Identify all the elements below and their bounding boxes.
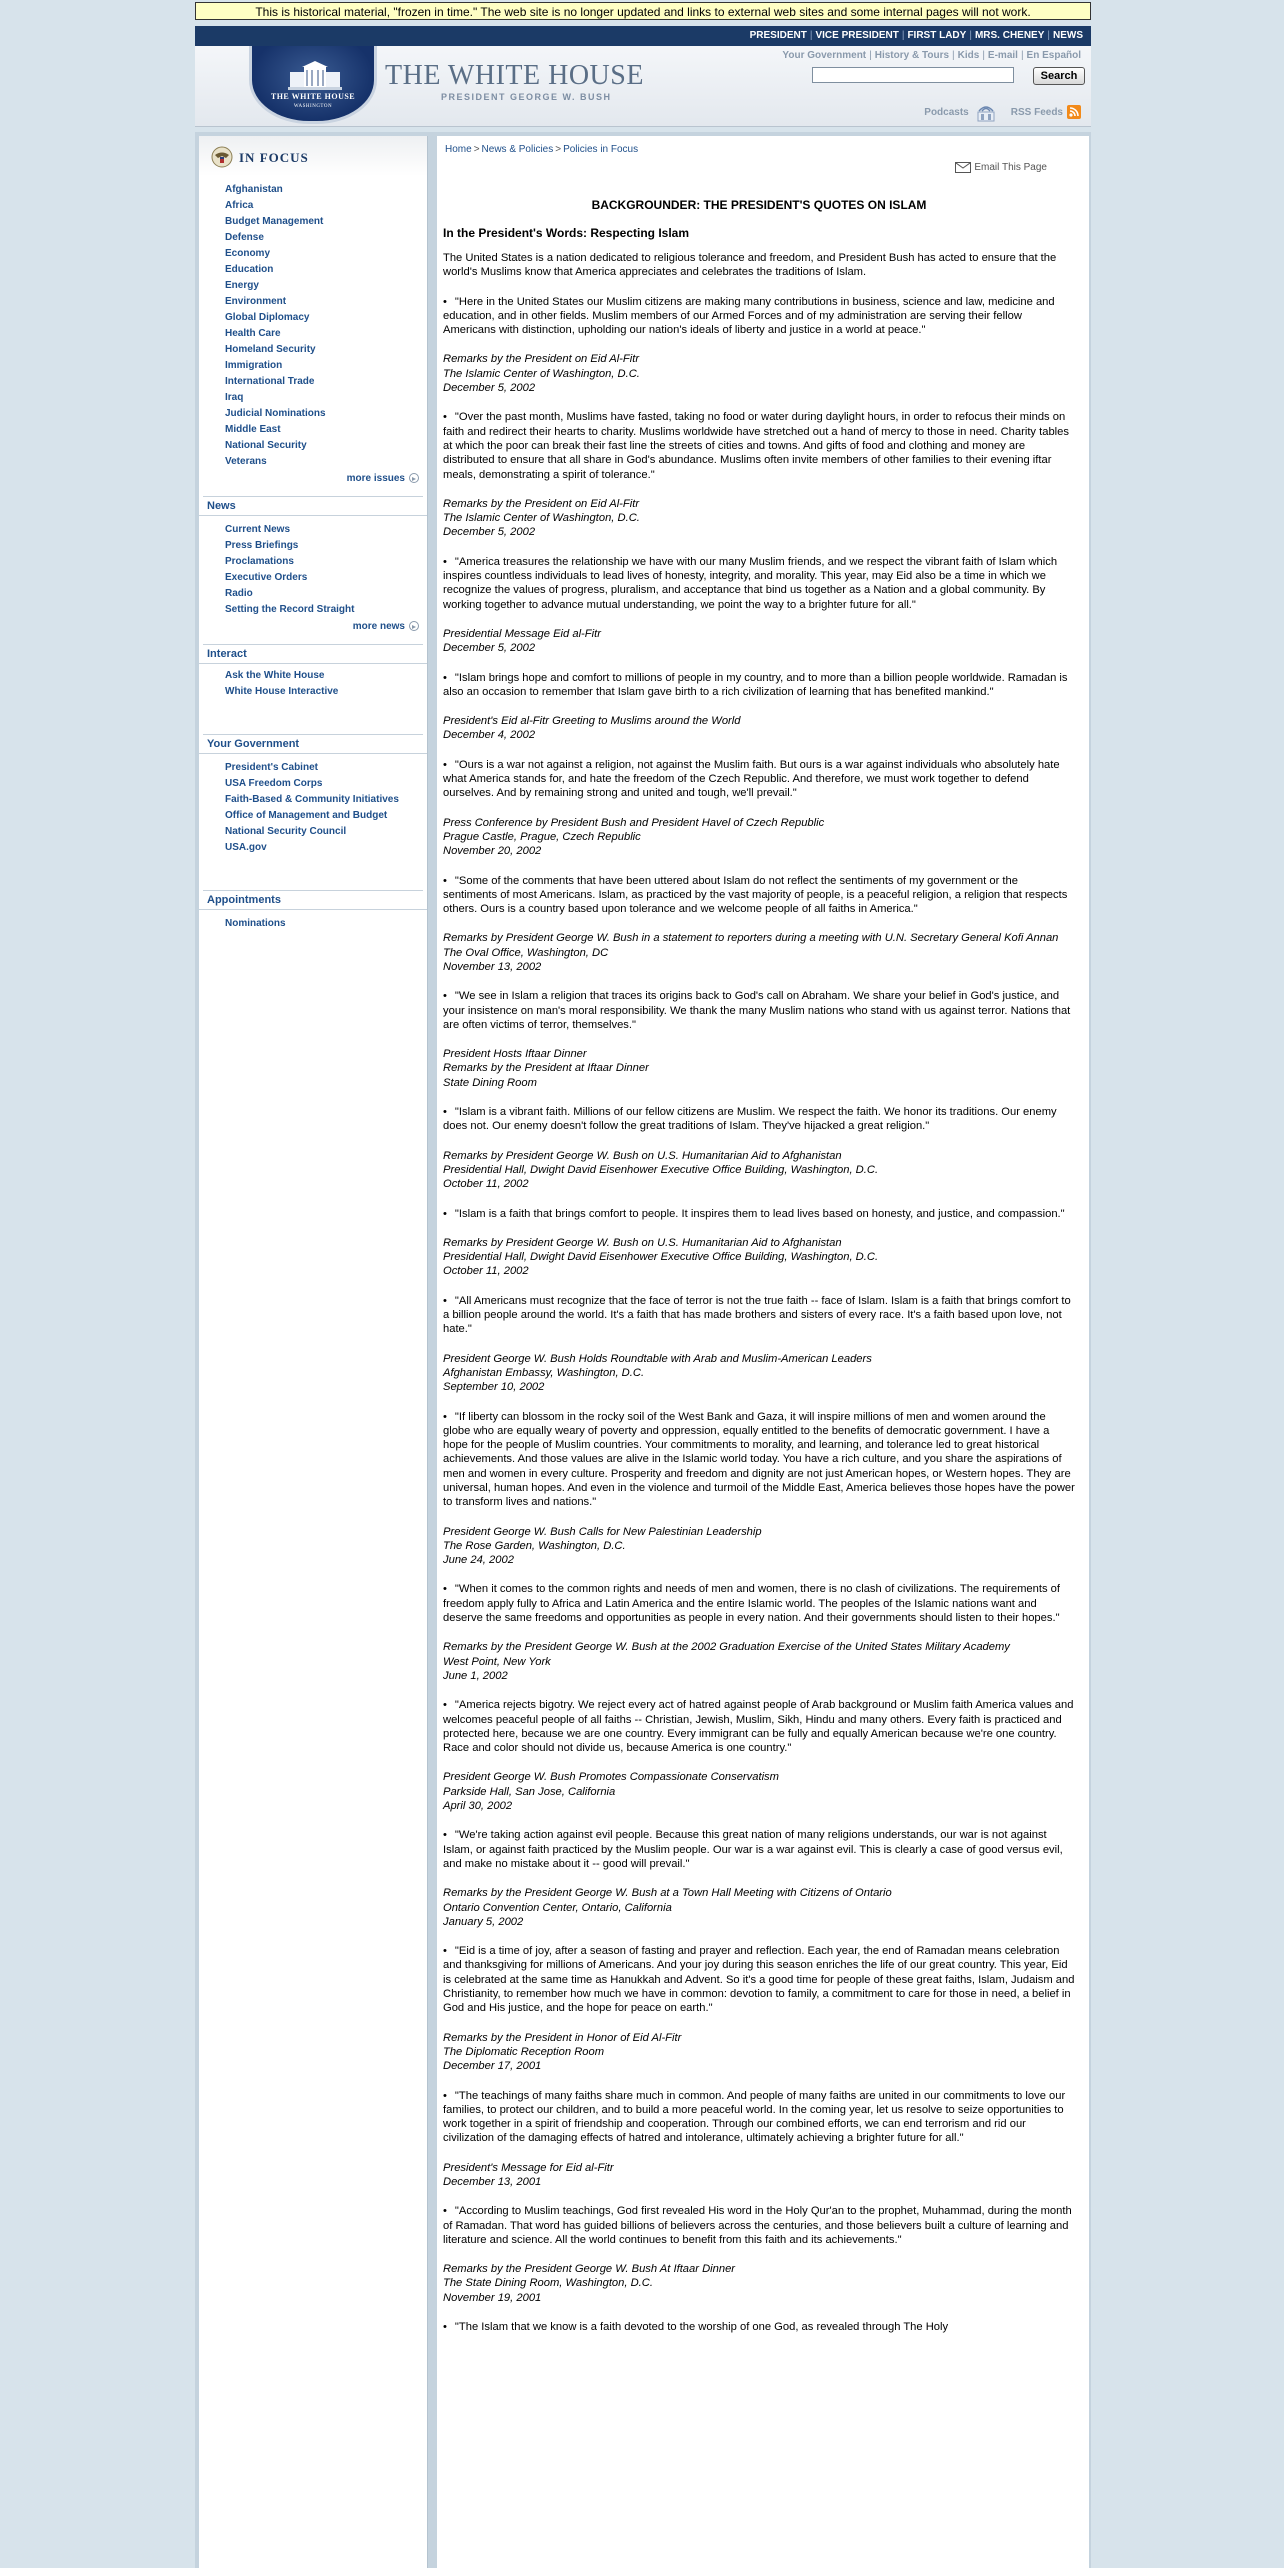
sidebar-item-veterans[interactable]: Veterans <box>225 456 267 467</box>
quote-source: Remarks by the President George W. Bush at the 2002 Graduation Exercise of the United States Military Academy West Point, New York June 1, 2002 <box>443 1641 1010 1682</box>
separator: | <box>1020 50 1024 61</box>
sidebar-item-middle-east[interactable]: Middle East <box>225 424 281 435</box>
search-input[interactable] <box>812 67 1014 83</box>
sidebar-item-faith-based-community-initiatives[interactable]: Faith-Based & Community Initiatives <box>225 794 399 805</box>
quote-paragraph: • "Eid is a time of joy, after a season of fasting and prayer and reflection. Each year, the end of Ramadan means celebration and thanksgiving for millions of Americans. And your joy during this season enriches the life of our great country. This year, Eid is celebrated at the same time as Hanukkah and Advent. So it's a good time for people of these great faiths, Islam, Judaism and Christianity, to remember how much we have in common: devotion to family, a commitment to care for those in need, a belief in God and His justice, and the hope for peace on earth." <box>443 1944 1075 2015</box>
rss-feeds-link[interactable]: RSS Feeds <box>1010 106 1063 118</box>
quote-source: President's Message for Eid al-Fitr December 13, 2001 <box>443 2161 614 2188</box>
sidebar-item-press-briefings[interactable]: Press Briefings <box>225 540 299 551</box>
quote-source: Remarks by President George W. Bush in a statement to reporters during a meeting with U.N. Secretary General Kofi Annan The Oval Office, Washington, DC November 13, 2002 <box>443 932 1059 973</box>
article-subtitle: In the President's Words: Respecting Islam <box>443 226 690 240</box>
sidebar-item-nominations[interactable]: Nominations <box>225 918 286 929</box>
quote-source: President George W. Bush Calls for New Palestinian Leadership The Rose Garden, Washington, D.C. June 24, 2002 <box>443 1525 762 1567</box>
breadcrumb <box>445 144 638 155</box>
feeds-bar <box>924 102 1081 122</box>
quote-paragraph: • "America treasures the relationship we have with our many Muslim friends, and we respect the vibrant faith of Islam which inspires countless individuals to lead lives of honesty, integrity, and morality. This year, may Eid also be a time in which we recognize the values of progress, pluralism, and acceptance that bind us together as a Nation and a global community. By working together to advance mutual understanding, we point the way to a brighter future for all." <box>443 555 1075 612</box>
quote-paragraph: • "Over the past month, Muslims have fasted, taking no food or water during daylight hours, in order to refocus their minds on faith and redirect their hearts to charity. Muslims worldwide have stretched out a hand of mercy to those in need. Charity tables at which the poor can break their fast line the streets of cities and towns. And gifts of food and clothing and money are distributed to ensure that all share in God's abundance. Muslims often invite members of other families to their evening iftar meals, demonstrating a spirit of tolerance." <box>443 410 1075 481</box>
sidebar-item-radio[interactable]: Radio <box>225 588 253 599</box>
email-this-page-label: Email This Page <box>974 162 1047 173</box>
quote-source: President George W. Bush Promotes Compassionate Conservatism Parkside Hall, San Jose, California April 30, 2002 <box>443 1771 779 1813</box>
more-news-label: more news <box>352 620 405 632</box>
search-button[interactable]: Search <box>1033 67 1085 85</box>
quote-paragraph: • "Some of the comments that have been uttered about Islam do not reflect the sentiments of my government or the sentiments of most Americans. Islam, as practiced by the vast majority of people, is a peaceful religion, a religion that respects others. Ours is a country based upon tolerance and we welcome people of all faiths in America." <box>443 874 1075 917</box>
email-this-page-link[interactable] <box>955 162 1047 173</box>
utility-links <box>782 50 1081 61</box>
quote-paragraph: • "The teachings of many faiths share much in common. And people of many faiths are united in our commitments to love our families, to protect our children, and to build a more peaceful world. In the coming year, let us resolve to seize opportunities to work together in a spirit of friendship and cooperation. Through our combined efforts, we can end terrorism and rid our civilization of the damaging effects of hatred and intolerance, ultimately achieving a brighter future for all." <box>443 2089 1075 2146</box>
presidential-seal-icon <box>211 146 233 168</box>
sidebar-item-executive-orders[interactable]: Executive Orders <box>225 572 308 583</box>
quote-paragraph: • "The Islam that we know is a faith devoted to the worship of one God, as revealed through The Holy <box>443 2320 1075 2334</box>
sidebar-item-iraq[interactable]: Iraq <box>225 392 244 403</box>
podcasts-link[interactable]: Podcasts <box>924 106 969 118</box>
sidebar-item-setting-the-record-straight[interactable]: Setting the Record Straight <box>225 604 355 615</box>
sidebar-item-white-house-interactive[interactable]: White House Interactive <box>225 686 339 697</box>
your-government-section-title: Your Government <box>199 735 427 754</box>
news-list <box>199 522 427 618</box>
seal-text: THE WHITE HOUSE <box>270 92 356 101</box>
quote-paragraph: • "Islam is a faith that brings comfort to people. It inspires them to lead lives based on honesty, and justice, and compassion." <box>443 1207 1075 1221</box>
quote-source: Press Conference by President Bush and President Havel of Czech Republic Prague Castle, Prague, Czech Republic November 20, 2002 <box>443 816 825 858</box>
site-header <box>195 46 1091 127</box>
sidebar-item-usa-freedom-corps[interactable]: USA Freedom Corps <box>225 778 323 789</box>
quote-paragraph: • "We see in Islam a religion that traces its origins back to God's call on Abraham. We share your belief in God's justice, and your insistence on man's moral responsibility. We thank the many Muslim nations who stand with us against terror. Nations that are often victims of terror, themselves." <box>443 989 1075 1032</box>
intro-paragraph: The United States is a nation dedicated to religious tolerance and freedom, and President Bush has acted to ensure that the world's Muslims know that America appreciates and celebrates the traditions of Islam. <box>443 252 1057 279</box>
sidebar-item-defense[interactable]: Defense <box>225 232 264 243</box>
quote-paragraph: • "When it comes to the common rights and needs of men and women, there is no clash of civilizations. The requirements of freedom apply fully to Africa and Latin America and the entire Islamic world. The peoples of the Islamic nations want and deserve the same freedoms and opportunities as people in every nation. And their governments should listen to their hopes." <box>443 1582 1075 1625</box>
arrow-right-icon <box>409 621 419 631</box>
util-link-e-mail[interactable]: E-mail <box>987 50 1018 61</box>
quote-paragraph: • "All Americans must recognize that the face of terror is not the true faith -- face of Islam. Islam is a faith that brings comfort to a billion people around the world. It's a faith that has made brothers and sisters of every race. It's a faith based upon love, not hate." <box>443 1294 1075 1337</box>
separator: | <box>969 30 972 41</box>
util-link-kids[interactable]: Kids <box>957 50 980 61</box>
separator: | <box>982 50 985 61</box>
separator: | <box>809 30 813 41</box>
in-focus-title: IN FOCUS <box>239 150 309 165</box>
in-focus-list <box>199 182 427 470</box>
quote-source: President Hosts Iftaar Dinner Remarks by the President at Iftaar Dinner State Dining Room <box>443 1048 649 1089</box>
main-content <box>437 136 1089 2568</box>
quote-paragraph: • "We're taking action against evil people. Because this great nation of many religions understands, our war is not against Islam, or against faith practiced by the Muslim people. Our war is a war against evil. This is clearly a case of good versus evil, and make no mistake about it -- good will prevail." <box>443 1828 1075 1871</box>
sidebar-item-budget-management[interactable]: Budget Management <box>225 216 324 227</box>
quote-source: Remarks by the President in Honor of Eid Al-Fitr The Diplomatic Reception Room December 17, 2001 <box>443 2031 682 2073</box>
left-sidebar <box>199 136 428 2568</box>
more-issues-label: more issues <box>346 472 405 484</box>
appointments-section-title: Appointments <box>199 891 427 910</box>
page-frame <box>195 132 1091 2568</box>
sidebar-item-environment[interactable]: Environment <box>225 296 287 307</box>
sidebar-item-president-s-cabinet[interactable]: President's Cabinet <box>225 762 318 773</box>
sidebar-item-ask-the-white-house[interactable]: Ask the White House <box>225 670 325 681</box>
sidebar-item-national-security-council[interactable]: National Security Council <box>225 826 347 837</box>
sidebar-item-education[interactable]: Education <box>225 264 274 275</box>
quote-source: Remarks by the President George W. Bush At Iftaar Dinner The State Dining Room, Washington, D.C. November 19, 2001 <box>443 2263 736 2304</box>
breadcrumb-separator: > <box>473 144 480 155</box>
sidebar-item-national-security[interactable]: National Security <box>225 440 307 451</box>
quote-paragraph: • "According to Muslim teachings, God first revealed His word in the Holy Qur'an to the prophet, Muhammad, during the month of Ramadan. That word has guided billions of believers across the centuries, and those believers built a culture of learning and literature and science. All the world continues to benefit from this faith and its achievements." <box>443 2204 1075 2247</box>
article-body <box>443 251 1075 2334</box>
quote-source: Remarks by the President on Eid Al-Fitr The Islamic Center of Washington, D.C. December 5, 2002 <box>443 353 640 395</box>
topnav-news[interactable]: NEWS <box>1053 30 1083 41</box>
sidebar-item-immigration[interactable]: Immigration <box>225 360 283 371</box>
quote-paragraph: • "Ours is a war not against a religion, not against the Muslim faith. But ours is a war against individuals who absolutely hate what America stands for, and hate the freedom of the Czech Republic. And therefore, we must work together to defend ourselves. And by remaining strong and united and tough, we'll prevail." <box>443 758 1075 801</box>
util-link-history-tours[interactable]: History & Tours <box>874 50 950 61</box>
breadcrumb-home[interactable]: Home <box>445 144 472 155</box>
separator: | <box>901 30 905 41</box>
separator: | <box>1047 30 1050 41</box>
quote-source: Remarks by the President George W. Bush at a Town Hall Meeting with Citizens of Ontario Ontario Convention Center, Ontario, California January 5, 2002 <box>443 1887 892 1928</box>
sidebar-item-economy[interactable]: Economy <box>225 248 271 259</box>
arrow-right-icon <box>409 473 419 483</box>
quote-paragraph: • "If liberty can blossom in the rocky soil of the West Bank and Gaza, it will inspire millions of men and women around the globe who are equally weary of poverty and oppression, equally entitled to the benefits of democratic government. I have a hope for the people of Muslim countries. Your commitments to morality, and learning, and tolerance led to great historical achievements. And those values are alive in the Islamic world today. You have a rich culture, and you share the aspirations of men and women in every culture. Prosperity and freedom and dignity are not just American hopes, or Western hopes. They are universal, human hopes. And even in the violence and turmoil of the Middle East, America believes those hopes have the power to transform lives and nations." <box>443 1410 1075 1510</box>
site-title[interactable]: THE WHITE HOUSE <box>385 60 644 91</box>
topnav-president[interactable]: PRESIDENT <box>749 30 807 41</box>
separator: | <box>952 50 955 61</box>
sidebar-item-homeland-security[interactable]: Homeland Security <box>225 344 316 355</box>
interact-list <box>199 668 427 700</box>
interact-section-title: Interact <box>199 645 427 664</box>
seal-subtext: WASHINGTON <box>293 104 333 109</box>
util-link-en-espa-ol[interactable]: En Español <box>1026 50 1081 61</box>
page-title: BACKGROUNDER: THE PRESIDENT'S QUOTES ON ISLAM <box>591 198 927 212</box>
quote-source: President's Eid al-Fitr Greeting to Muslims around the World December 4, 2002 <box>443 715 741 742</box>
in-focus-header <box>199 136 427 176</box>
sidebar-item-international-trade[interactable]: International Trade <box>225 376 315 387</box>
historical-notice-banner: This is historical material, "frozen in time." The web site is no longer updated and links to external web sites and some internal pages will not work. <box>195 2 1091 20</box>
separator: | <box>869 50 872 61</box>
sidebar-item-proclamations[interactable]: Proclamations <box>225 556 294 567</box>
appointments-list <box>199 916 427 932</box>
rss-icon[interactable] <box>1067 105 1081 119</box>
quote-paragraph: • "America rejects bigotry. We reject every act of hatred against people of Arab background or Muslim faith America values and welcomes peaceful people of all faiths -- Christian, Jewish, Muslim, Sikh, Hindu and many others. Every faith is practiced and protected here, because we are one country. Every immigrant can be fully and equally American because we're one country. Race and color should not divide us, because America is one country." <box>443 1698 1075 1755</box>
breadcrumb-policies-in-focus[interactable]: Policies in Focus <box>563 144 639 155</box>
topnav-vice-president[interactable]: VICE PRESIDENT <box>815 30 899 41</box>
sidebar-item-office-of-management-and-budget[interactable]: Office of Management and Budget <box>225 810 388 821</box>
topnav-mrs-cheney[interactable]: MRS. CHENEY <box>974 30 1045 41</box>
sidebar-item-global-diplomacy[interactable]: Global Diplomacy <box>225 312 310 323</box>
sidebar-item-judicial-nominations[interactable]: Judicial Nominations <box>225 408 326 419</box>
top-navigation <box>195 26 1091 46</box>
sidebar-item-current-news[interactable]: Current News <box>225 524 291 535</box>
more-issues-link[interactable] <box>199 470 427 486</box>
quote-source: Remarks by President George W. Bush on U.S. Humanitarian Aid to Afghanistan Presidential Hall, Dwight David Eisenhower Executive Office Building, Washington, D.C. October 11, 2002 <box>443 1149 879 1191</box>
breadcrumb-news-policies[interactable]: News & Policies <box>481 144 554 155</box>
sidebar-item-usa-gov[interactable]: USA.gov <box>225 842 267 853</box>
your-government-list <box>199 760 427 856</box>
news-section-title: News <box>199 497 427 516</box>
podcast-icon[interactable] <box>973 102 999 122</box>
quote-paragraph: • "Here in the United States our Muslim citizens are making many contributions in business, science and law, medicine and education, and in other fields. Muslim members of our Armed Forces and of my administration are serving their fellow Americans with distinction, upholding our nation's ideals of liberty and justice in a world at peace." <box>443 295 1075 338</box>
quote-source: Remarks by President George W. Bush on U.S. Humanitarian Aid to Afghanistan Presidential Hall, Dwight David Eisenhower Executive Office Building, Washington, D.C. October 11, 2002 <box>443 1236 879 1278</box>
article <box>443 198 1075 2349</box>
white-house-seal-logo[interactable] <box>249 46 377 124</box>
quote-source: Remarks by the President on Eid Al-Fitr The Islamic Center of Washington, D.C. December 5, 2002 <box>443 497 640 539</box>
topnav-first-lady[interactable]: FIRST LADY <box>907 30 967 41</box>
more-news-link[interactable] <box>199 618 427 634</box>
quote-paragraph: • "Islam brings hope and comfort to millions of people in my country, and to more than a billion people worldwide. Ramadan is also an occasion to remember that Islam gave birth to a rich civilization of learning that has benefited mankind." <box>443 671 1075 700</box>
sidebar-item-afghanistan[interactable]: Afghanistan <box>225 184 283 195</box>
quote-paragraph: • "Islam is a vibrant faith. Millions of our fellow citizens are Muslim. We respect the faith. We honor its traditions. Our enemy does not. Our enemy doesn't follow the great traditions of Islam. They've hijacked a great religion." <box>443 1105 1075 1134</box>
breadcrumb-separator: > <box>555 144 562 155</box>
envelope-icon <box>955 162 971 173</box>
sidebar-item-health-care[interactable]: Health Care <box>225 328 281 339</box>
sidebar-item-africa[interactable]: Africa <box>225 200 254 211</box>
site-subtitle: PRESIDENT GEORGE W. BUSH <box>441 92 612 102</box>
white-house-icon <box>288 60 342 90</box>
util-link-your-government[interactable]: Your Government <box>782 50 867 61</box>
sidebar-item-energy[interactable]: Energy <box>225 280 259 291</box>
quote-source: Presidential Message Eid al-Fitr December 5, 2002 <box>443 627 601 655</box>
quote-source: President George W. Bush Holds Roundtable with Arab and Muslim-American Leaders Afghanistan Embassy, Washington, D.C. September 10, 2002 <box>443 1352 872 1394</box>
